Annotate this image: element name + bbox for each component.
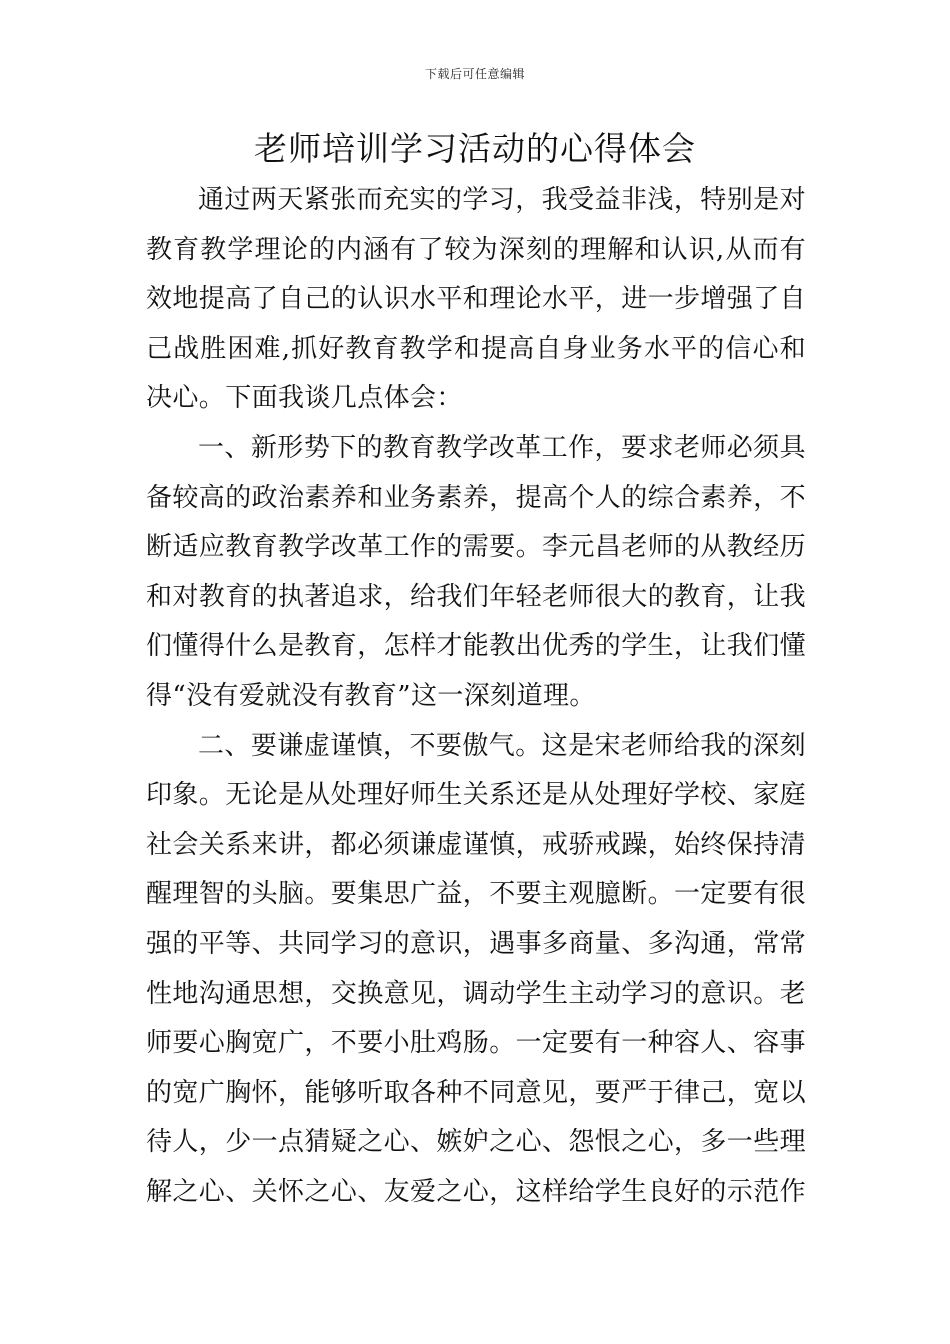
paragraph-point-one: 一、新形势下的教育教学改革工作，要求老师必须具备较高的政治素养和业务素养，提高个人的综合素养，不断适应教育教学改革工作的需要。李元昌老师的从教经历和对教育的执著追求，给我们年轻老师很大的教育，让我们懂得什么是教育，怎样才能教出优秀的学生，让我们懂得“没有爱就没有教育”这一深刻道理。 bbox=[146, 432, 807, 711]
paragraph-intro: 通过两天紧张而充实的学习，我受益非浅，特别是对教育教学理论的内涵有了较为深刻的理解和认识,从而有效地提高了自己的认识水平和理论水平，进一步增强了自己战胜困难,抓好教育教学和提高自身业务水平的信心和决心。下面我谈几点体会： bbox=[146, 185, 807, 414]
document-body bbox=[146, 176, 806, 1217]
header-note: 下载后可任意编辑 bbox=[424, 67, 525, 81]
document-title: 老师培训学习活动的心得体会 bbox=[254, 129, 696, 168]
paragraph-point-two: 二、要谦虚谨慎，不要傲气。这是宋老师给我的深刻印象。无论是从处理好师生关系还是从处理好学校、家庭社会关系来讲，都必须谦虚谨慎，戒骄戒躁，始终保持清醒理智的头脑。要集思广益，不要主观臆断。一定要有很强的平等、共同学习的意识，遇事多商量、多沟通，常常性地沟通思想，交换意见，调动学生主动学习的意识。老师要心胸宽广，不要小肚鸡肠。一定要有一种容人、容事的宽广胸怀，能够听取各种不同意见，要严于律己，宽以待人，少一点猜疑之心、嫉妒之心、怨恨之心，多一些理解之心、关怀之心、友爱之心，这样给学生良好的示范作 bbox=[146, 730, 807, 1207]
